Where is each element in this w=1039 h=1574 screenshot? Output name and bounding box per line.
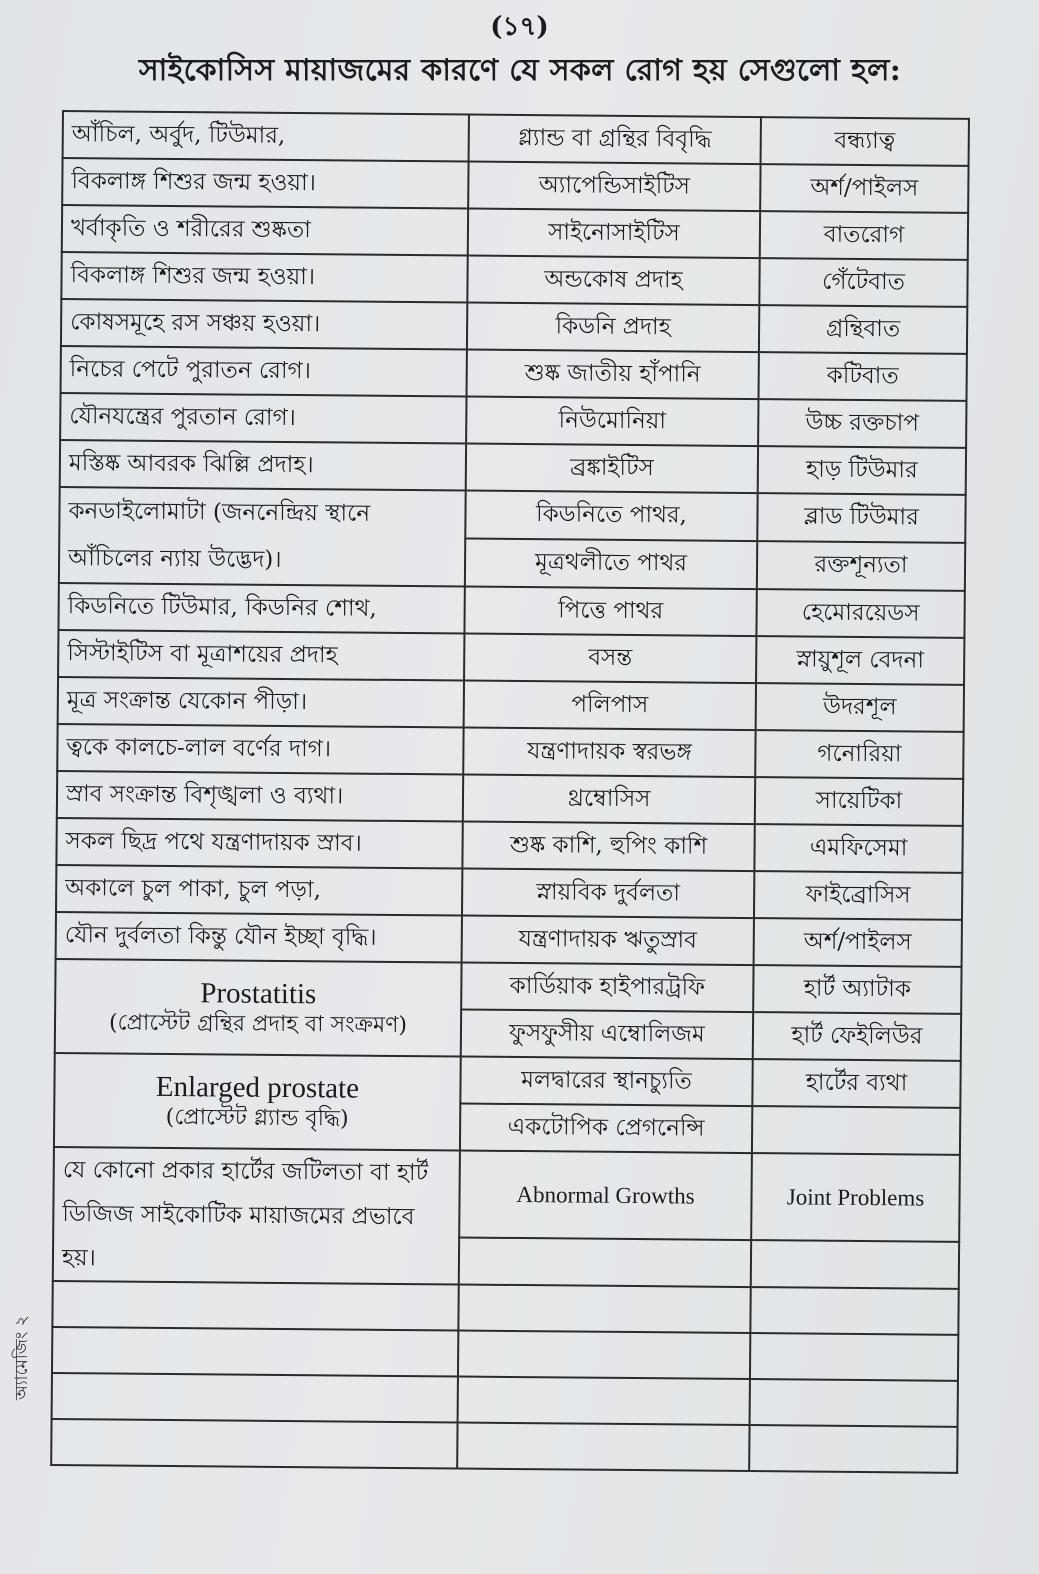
table-row <box>59 487 965 543</box>
table-cell <box>750 1379 958 1427</box>
table-cell: ফাইব্রোসিস <box>754 871 962 920</box>
table-cell: উদরশূল <box>756 683 964 732</box>
table-cell: আঁচিল, অর্বুদ, টিউমার, <box>63 111 469 162</box>
table-cell <box>459 1238 751 1288</box>
enlarged-prostate-subtitle: (প্রোস্টেট গ্ল্যান্ড বৃদ্ধি) <box>165 1105 349 1132</box>
table-cell: নিচের পেটে পুরাতন রোগ। <box>61 346 467 397</box>
table-row <box>63 111 969 166</box>
prostatitis-subtitle: (প্রোস্টেট গ্রন্থির প্রদাহ বা সংক্রমণ) <box>108 1010 408 1039</box>
table-row <box>55 959 961 1014</box>
table-row <box>62 158 968 213</box>
table-cell: ব্রঙ্কাইটিস <box>466 444 758 494</box>
table-cell: খর্বাকৃতি ও শরীরের শুষ্কতা <box>62 205 468 256</box>
table-cell: সিস্টাইটিস বা মূত্রাশয়ের প্রদাহ <box>58 630 464 681</box>
table-cell: বাতরোগ <box>760 211 968 260</box>
table-row <box>61 346 967 401</box>
table-cell: গ্রন্থিবাত <box>759 305 967 354</box>
page-heading: সাইকোসিস মায়াজমের কারণে যে সকল রোগ হয় সেগুলো হল: <box>138 53 902 88</box>
table-cell: হার্টের ব্যথা <box>752 1059 960 1108</box>
table-cell: অ্যাপেন্ডিসাইটিস <box>468 162 760 212</box>
prostatitis-title: Prostatitis <box>200 977 317 1011</box>
table-row <box>58 583 964 638</box>
table-row <box>58 677 964 732</box>
table-cell <box>750 1287 958 1335</box>
table-row <box>56 865 962 920</box>
table-cell <box>751 1240 959 1289</box>
table-cell: হেমোরয়েডস <box>756 589 964 638</box>
table-cell: সকল ছিদ্র পথে যন্ত্রণাদায়ক স্রাব। <box>56 818 462 869</box>
table-row <box>54 1053 960 1108</box>
table-cell: ফুসফুসীয় এম্বোলিজম <box>461 1010 753 1060</box>
table-cell: অর্শ/পাইলস <box>754 918 962 967</box>
table-cell: হার্ট ফেইলিউর <box>753 1012 961 1061</box>
table-cell <box>458 1377 750 1426</box>
table-cell: মূত্র সংক্রান্ত যেকোন পীড়া। <box>58 677 464 728</box>
table-cell: পলিপাস <box>464 681 756 731</box>
table-cell: নিউমোনিয়া <box>466 397 758 447</box>
table-row <box>56 818 962 873</box>
margin-side-text: অ্যামেজিং ২ <box>12 1315 32 1400</box>
table-cell: শুষ্ক কাশি, হুপিং কাশি <box>462 822 754 872</box>
table-cell: কিডনিতে পাথর, <box>465 491 757 542</box>
table-cell: কিডনিতে টিউমার, কিডনির শোথ, <box>58 583 464 634</box>
table-cell: যন্ত্রণাদায়ক স্বরভঙ্গ <box>463 728 755 778</box>
empty-row <box>52 1327 958 1381</box>
table-cell: যন্ত্রণাদায়ক ঋতুস্রাব <box>462 916 754 966</box>
table-row <box>61 299 967 354</box>
table-cell <box>457 1423 749 1472</box>
table-cell: বসন্ত <box>464 634 756 684</box>
table-cell: বিকলাঙ্গ শিশুর জন্ম হওয়া। <box>62 158 468 209</box>
table-cell: স্নায়বিক দুর্বলতা <box>462 869 754 919</box>
table-cell <box>52 1281 458 1331</box>
heart-note-cell: যে কোনো প্রকার হার্টের জটিলতা বা হার্ট ডিজিজ সাইকোটিক মায়াজমের প্রভাবে হয়। <box>53 1147 460 1285</box>
table-cell: যৌনযন্ত্রের পুরতান রোগ। <box>60 393 466 444</box>
table-cell: একটোপিক প্রেগনেন্সি <box>460 1104 752 1154</box>
page-number: (১৭) <box>490 12 549 42</box>
table-cell <box>750 1333 958 1381</box>
enlarged-prostate-title: Enlarged prostate <box>155 1071 360 1106</box>
table-cell: গেঁটেবাত <box>759 258 967 307</box>
prostatitis-cell <box>55 959 462 1057</box>
table-cell: কোষসমূহে রস সঞ্চয় হওয়া। <box>61 299 467 350</box>
table-cell: পিত্তে পাথর <box>464 587 756 637</box>
table-row <box>61 252 967 307</box>
table-cell: গনোরিয়া <box>755 730 963 779</box>
table-cell: থ্রম্বোসিস <box>463 775 755 825</box>
table-cell: সায়েটিকা <box>755 777 963 826</box>
table-cell: অন্ডকোষ প্রদাহ <box>467 256 759 306</box>
table-cell: ব্লাড টিউমার <box>757 493 965 543</box>
table-row <box>57 771 963 826</box>
abnormal-growths-label: Abnormal Growths <box>459 1151 752 1241</box>
table-cell: হাড় টিউমার <box>758 446 966 495</box>
table-cell: হার্ট অ্যাটাক <box>753 965 961 1014</box>
empty-row <box>52 1373 958 1427</box>
table-cell-condyloma: কনডাইলোমাটা (জননেন্দ্রিয় স্থানে আঁচিলের ন্যায় উদ্ভেদ)। <box>59 487 466 587</box>
table-cell: শুষ্ক জাতীয় হাঁপানি <box>467 350 759 400</box>
table-cell: বন্ধ্যাত্ব <box>761 117 969 166</box>
table-cell: মূত্রথলীতে পাথর <box>465 539 757 590</box>
table-cell: সাইনোসাইটিস <box>468 209 760 259</box>
table-cell <box>52 1327 458 1377</box>
table-cell: মস্তিষ্ক আবরক ঝিল্লি প্রদাহ। <box>60 440 466 491</box>
table-cell: অর্শ/পাইলস <box>760 164 968 213</box>
table-cell: অকালে চুল পাকা, চুল পড়া, <box>56 865 462 916</box>
table-cell: রক্তশূন্যতা <box>757 541 965 591</box>
disease-table <box>50 110 970 1474</box>
table-row <box>62 205 968 260</box>
table-cell: যৌন দুর্বলতা কিন্তু যৌন ইচ্ছা বৃদ্ধি। <box>56 912 462 963</box>
table-cell <box>458 1285 750 1334</box>
table-row <box>58 630 964 685</box>
table-row <box>60 440 966 495</box>
table-cell: উচ্চ রক্তচাপ <box>758 399 966 448</box>
table-cell: ত্বকে কালচে-লাল বর্ণের দাগ। <box>57 724 463 775</box>
table-row <box>56 912 962 967</box>
table-cell: মলদ্বারের স্থানচ্যুতি <box>460 1057 752 1107</box>
table-cell <box>52 1373 458 1423</box>
table-row <box>57 724 963 779</box>
joint-problems-label: Joint Problems <box>751 1153 960 1242</box>
table-cell: গ্ল্যান্ড বা গ্রন্থির বিবৃদ্ধি <box>469 115 761 165</box>
table-cell: স্রাব সংক্রান্ত বিশৃঙ্খলা ও ব্যথা। <box>57 771 463 822</box>
table-cell: কার্ডিয়াক হাইপারট্রফি <box>461 963 753 1013</box>
table-cell <box>458 1331 750 1380</box>
table-cell: কিডনি প্রদাহ <box>467 303 759 353</box>
empty-row <box>51 1419 957 1473</box>
table-cell <box>752 1106 960 1155</box>
table-cell: কটিবাত <box>759 352 967 401</box>
table-cell <box>749 1425 957 1473</box>
empty-row <box>52 1281 958 1335</box>
table-cell <box>51 1419 457 1469</box>
table-row <box>60 393 966 448</box>
table-cell: এমফিসেমা <box>754 824 962 873</box>
enlarged-prostate-cell <box>54 1053 461 1151</box>
table-cell: বিকলাঙ্গ শিশুর জন্ম হওয়া। <box>61 252 467 303</box>
table-cell: স্নায়ুশূল বেদনা <box>756 636 964 685</box>
